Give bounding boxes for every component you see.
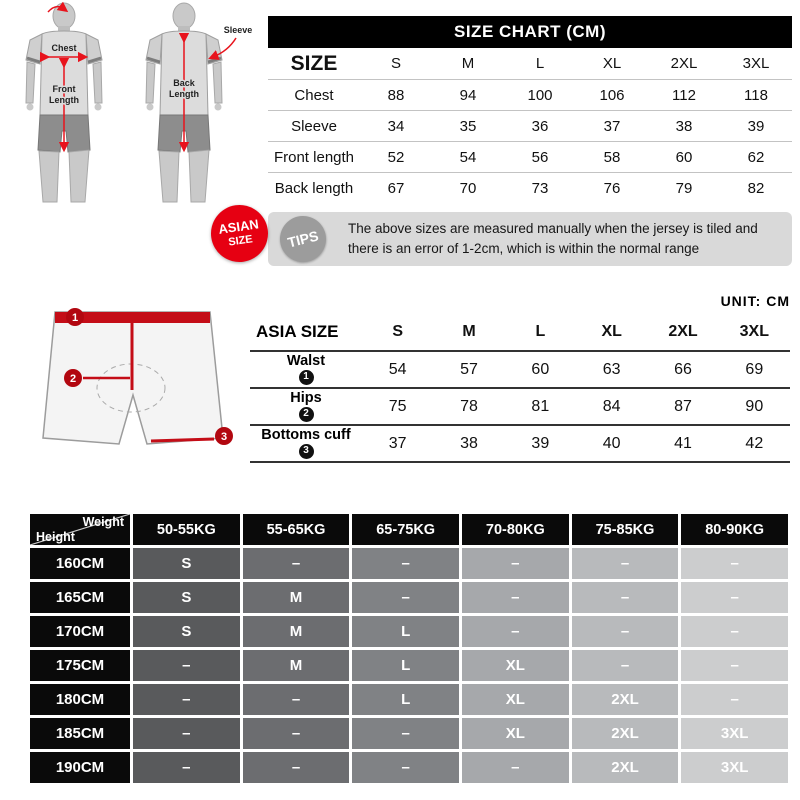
asia-size-row-marker: 1 (299, 370, 314, 385)
height-weight-size-cell: 2XL (572, 718, 679, 749)
height-weight-size-cell: – (243, 752, 350, 783)
cuff-marker (215, 427, 233, 445)
size-column-header: 3XL (742, 55, 770, 72)
size-chart-value: 118 (744, 86, 768, 104)
size-chart-value: 67 (387, 180, 405, 197)
size-chart-value: 70 (459, 180, 477, 197)
height-weight-size-cell: – (681, 616, 788, 647)
asia-size-value: 57 (460, 360, 478, 378)
height-weight-table (30, 514, 788, 783)
height-weight-size-cell: – (572, 650, 679, 681)
height-row-header: 165CM (30, 582, 130, 613)
waist-marker-number: 1 (71, 312, 79, 324)
asia-size-value: 87 (674, 397, 692, 415)
asia-size-row (250, 352, 790, 389)
height-weight-size-cell: – (352, 752, 459, 783)
height-row-header: 185CM (30, 718, 130, 749)
weight-column-header: 75-85KG (572, 514, 679, 545)
back-length-label-2: Length (169, 89, 199, 99)
size-chart-header-row (268, 48, 792, 80)
tips-text: The above sizes are measured manually when the jersey is tiled and there is an error of 1-2cm, which is within the normal range (348, 220, 758, 256)
asia-size-row-label (250, 428, 362, 459)
size-chart-title: SIZE CHART (CM) (268, 16, 792, 48)
height-weight-size-cell: – (681, 684, 788, 715)
asia-size-row-label-text: Bottoms cuff (261, 426, 351, 443)
height-weight-size-cell: – (243, 718, 350, 749)
asia-size-row-marker: 3 (299, 444, 314, 459)
waist-marker (66, 308, 84, 326)
height-weight-size-cell: – (133, 684, 240, 715)
height-row-header: 180CM (30, 684, 130, 715)
height-weight-size-cell: – (572, 582, 679, 613)
height-weight-size-cell: S (133, 548, 240, 579)
size-chart-row-label: Front length (273, 148, 355, 166)
asia-size-row-label (250, 354, 362, 385)
size-chart-value: 94 (459, 86, 477, 104)
asia-size-column-header: M (462, 323, 476, 340)
cuff-red-line (151, 439, 214, 441)
height-weight-size-cell: – (352, 548, 459, 579)
sleeve-label: Sleeve (223, 25, 253, 35)
cuff-marker-number: 3 (220, 431, 228, 443)
weight-column-header: 55-65KG (243, 514, 350, 545)
height-weight-size-cell: M (243, 650, 350, 681)
tips-box (268, 212, 792, 266)
height-weight-size-cell: – (243, 548, 350, 579)
height-weight-size-cell: – (133, 650, 240, 681)
size-chart-row (268, 173, 792, 204)
size-chart-value: 58 (603, 148, 621, 166)
height-row-header: 170CM (30, 616, 130, 647)
hips-marker-number: 2 (69, 373, 77, 385)
size-chart-value: 106 (599, 86, 625, 104)
size-chart-value: 39 (747, 117, 765, 135)
asia-size-column-header: 2XL (668, 323, 698, 340)
size-chart-value: 56 (531, 148, 549, 166)
weight-column-header: 50-55KG (133, 514, 240, 545)
asia-size-value: 84 (602, 397, 621, 415)
asia-size-value: 54 (388, 360, 407, 378)
size-column-header: 2XL (670, 55, 698, 72)
front-length-label-1: Front (52, 84, 76, 94)
asia-size-value: 42 (745, 434, 764, 452)
weight-column-header: 65-75KG (352, 514, 459, 545)
asia-size-value: 66 (674, 360, 692, 378)
asia-size-row-label-text: Walst (286, 352, 326, 369)
weight-column-header: 70-80KG (462, 514, 569, 545)
height-weight-size-cell: – (462, 548, 569, 579)
size-chart-value: 88 (387, 86, 405, 104)
size-chart-value: 73 (531, 180, 549, 197)
asia-size-value: 41 (674, 434, 692, 452)
asia-size-row-label (250, 391, 362, 422)
asia-size-value: 63 (602, 360, 621, 378)
asia-size-column-header: XL (601, 323, 622, 340)
height-weight-size-cell: – (243, 684, 350, 715)
size-chart-value: 82 (747, 180, 765, 197)
size-chart-row (268, 80, 792, 111)
size-chart-value: 79 (675, 180, 693, 197)
size-chart-value: 34 (387, 117, 405, 135)
height-weight-size-cell: 2XL (572, 684, 679, 715)
asia-size-value: 60 (531, 360, 550, 378)
size-chart-row-label: Chest (294, 86, 334, 104)
size-chart-value: 35 (459, 117, 477, 135)
height-weight-size-cell: XL (462, 684, 569, 715)
asia-size-value: 37 (388, 434, 407, 452)
front-length-label-2: Length (49, 95, 79, 105)
height-row-header: 175CM (30, 650, 130, 681)
shorts-measurement-diagram (25, 290, 240, 475)
height-weight-size-cell: – (352, 718, 459, 749)
height-weight-corner-cell (30, 514, 130, 545)
size-chart-value: 60 (675, 148, 693, 166)
height-weight-size-cell: – (462, 582, 569, 613)
size-chart-row-label: Back length (274, 180, 354, 197)
height-weight-size-cell: S (133, 582, 240, 613)
asia-size-row (250, 389, 790, 426)
height-weight-size-cell: M (243, 582, 350, 613)
asia-size-row-marker: 2 (299, 407, 314, 422)
height-weight-size-cell: – (572, 616, 679, 647)
size-column-header: M (461, 55, 475, 72)
height-weight-size-cell: L (352, 616, 459, 647)
weight-column-header: 80-90KG (681, 514, 788, 545)
asia-size-column-header: S (392, 323, 403, 340)
unit-label: UNIT: CM (720, 293, 790, 309)
back-length-label-1: Back (173, 78, 195, 88)
size-chart-row (268, 142, 792, 173)
jersey-front-figure (26, 3, 102, 202)
asia-size-value: 40 (602, 434, 621, 452)
asia-size-column-header: 3XL (739, 323, 769, 340)
size-chart-value: 38 (675, 117, 693, 135)
size-chart-value: 62 (747, 148, 765, 166)
asia-size-value: 81 (531, 397, 550, 415)
size-column-header: L (535, 55, 545, 72)
corner-height-label: Height (36, 530, 75, 544)
height-weight-size-cell: – (133, 718, 240, 749)
asia-size-value: 69 (745, 360, 764, 378)
height-weight-size-cell: L (352, 650, 459, 681)
hips-marker (64, 369, 82, 387)
asia-size-value: 39 (531, 434, 550, 452)
height-weight-size-cell: – (352, 582, 459, 613)
size-chart-value: 37 (603, 117, 621, 135)
height-weight-size-cell: XL (462, 650, 569, 681)
height-weight-size-cell: – (681, 548, 788, 579)
asia-size-column-header: L (535, 323, 546, 340)
size-chart-value: 76 (603, 180, 621, 197)
jersey-measurement-diagram (0, 0, 270, 212)
height-weight-size-cell: 2XL (572, 752, 679, 783)
height-weight-size-cell: L (352, 684, 459, 715)
asia-size-row-label-text: Hips (290, 389, 322, 406)
size-chart-value: 52 (387, 148, 405, 166)
size-chart-value: 54 (459, 148, 477, 166)
size-chart-value: 100 (527, 86, 553, 104)
size-chart-table (268, 48, 792, 204)
asia-size-corner-label: ASIA SIZE (256, 322, 339, 341)
height-weight-size-cell: – (133, 752, 240, 783)
asia-size-value: 38 (460, 434, 478, 452)
tips-badge: TIPS (275, 211, 331, 267)
size-chart-corner-label: SIZE (290, 51, 338, 75)
height-weight-size-cell: – (572, 548, 679, 579)
height-weight-size-cell: – (681, 650, 788, 681)
height-weight-size-cell: M (243, 616, 350, 647)
asia-size-table (250, 314, 790, 463)
asia-size-value: 78 (460, 397, 478, 415)
corner-weight-label: Weight (82, 515, 124, 529)
asia-size-header-row (250, 314, 790, 352)
chest-label: Chest (51, 43, 77, 53)
jersey-back-figure (146, 3, 252, 202)
asia-size-value: 75 (388, 397, 407, 415)
height-weight-size-cell: – (681, 582, 788, 613)
height-weight-size-cell: S (133, 616, 240, 647)
size-chart-value: 112 (672, 86, 696, 104)
height-row-header: 160CM (30, 548, 130, 579)
height-weight-size-cell: – (462, 616, 569, 647)
asia-size-value: 90 (745, 397, 764, 415)
asian-badge-line2: SIZE (227, 232, 254, 249)
size-chart-row-label: Sleeve (291, 117, 337, 135)
height-weight-size-cell: – (462, 752, 569, 783)
size-column-header: XL (602, 55, 622, 72)
height-weight-size-cell: 3XL (681, 752, 788, 783)
size-chart-row (268, 111, 792, 142)
height-row-header: 190CM (30, 752, 130, 783)
asia-size-row (250, 426, 790, 463)
height-weight-size-cell: 3XL (681, 718, 788, 749)
size-chart-value: 36 (531, 117, 549, 135)
asian-badge-line1: ASIAN (217, 216, 260, 237)
size-column-header: S (390, 55, 401, 72)
height-weight-size-cell: XL (462, 718, 569, 749)
